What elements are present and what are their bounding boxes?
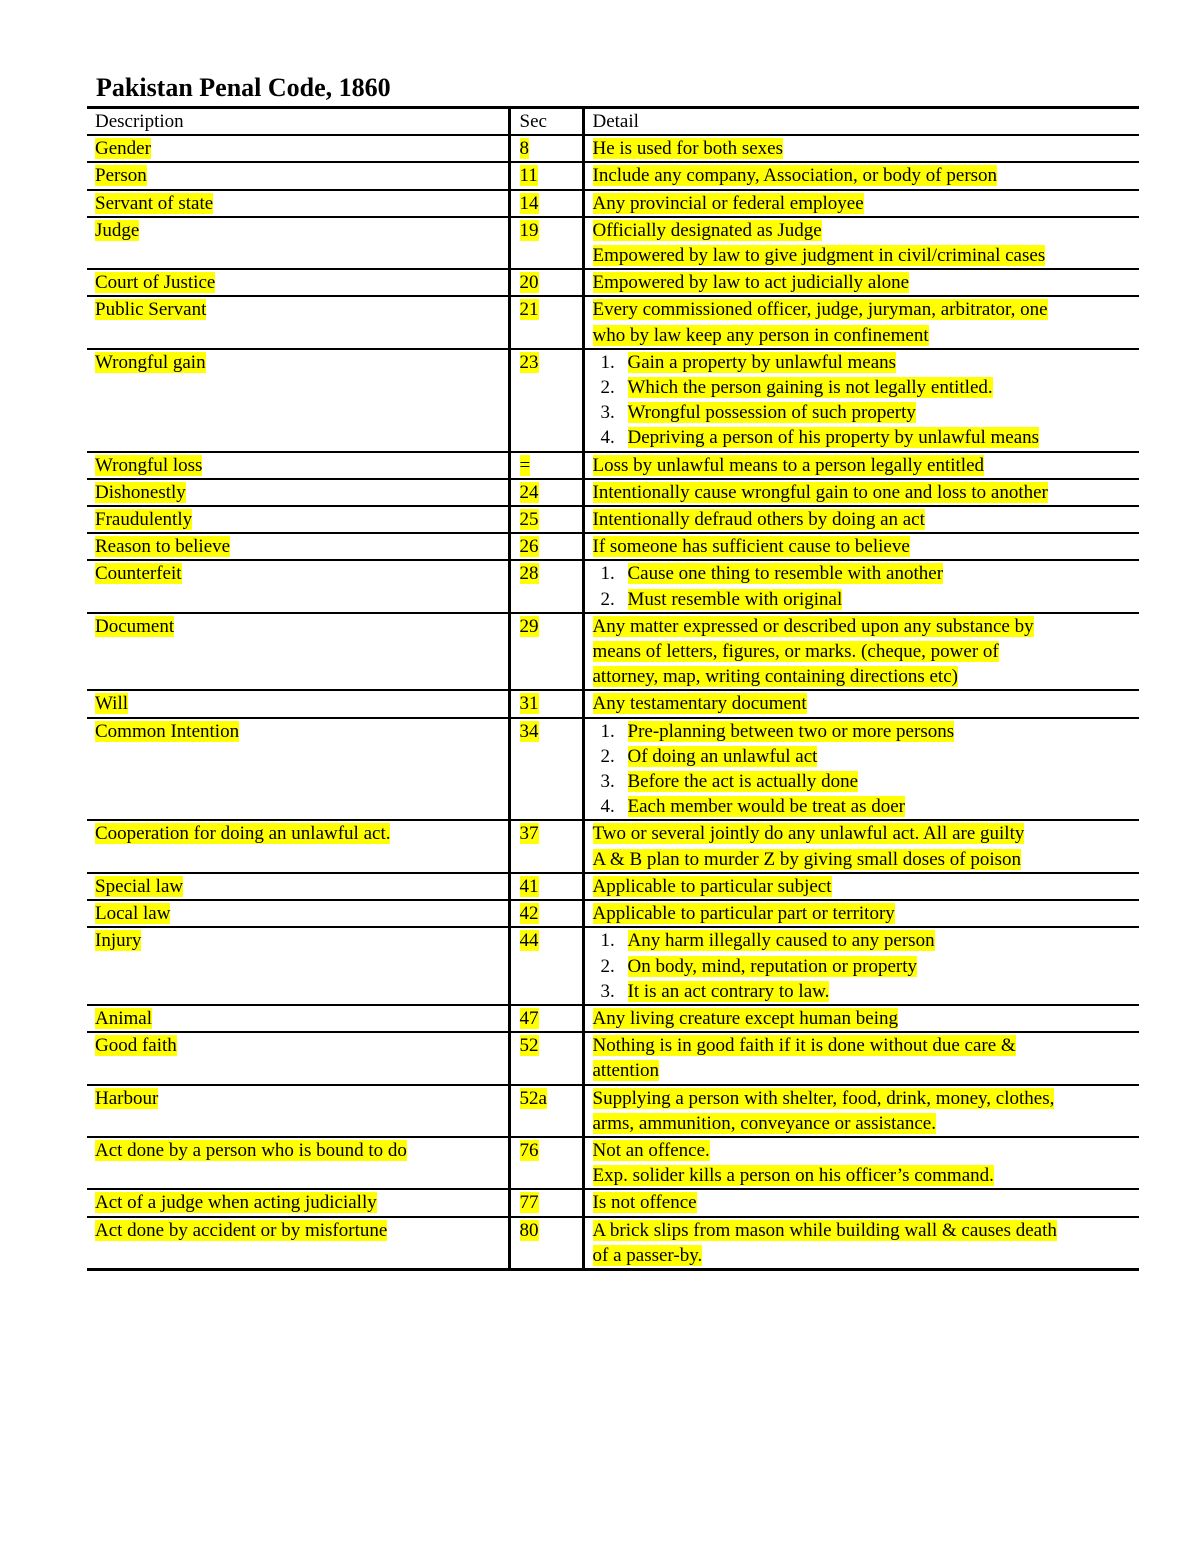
cell-description [87, 900, 509, 927]
cell-description [87, 927, 509, 1005]
description-text: Good faith [95, 1035, 177, 1057]
cell-detail [583, 217, 1139, 269]
detail-line [593, 1111, 1136, 1136]
detail-text: Applicable to particular part or territory [592, 903, 895, 925]
detail-line [593, 1033, 1136, 1058]
description-text: Reason to believe [95, 536, 231, 558]
detail-line [593, 901, 1136, 926]
sec-number: 20 [519, 272, 539, 294]
detail-text: Include any company, Association, or body of person [592, 165, 998, 187]
table-row [87, 533, 1139, 560]
detail-line [593, 614, 1136, 639]
detail-text: Any matter expressed or described upon any substance by [592, 615, 1034, 637]
list-number: 3. [600, 980, 615, 1002]
header-description: Description [87, 108, 509, 136]
detail-text: A brick slips from mason while building wall & causes death [592, 1219, 1057, 1241]
detail-text: Two or several jointly do any unlawful act. All are guilty [592, 823, 1025, 845]
list-number: 3. [600, 402, 615, 424]
sec-number: 29 [519, 615, 539, 637]
list-item-text: Of doing an unlawful act [627, 745, 818, 767]
cell-sec [509, 900, 583, 927]
sec-number: 76 [519, 1139, 539, 1161]
list-number: 1. [600, 563, 615, 585]
table-row [87, 506, 1139, 533]
cell-description [87, 718, 509, 821]
cell-description [87, 506, 509, 533]
cell-description [87, 135, 509, 162]
detail-line [593, 507, 1136, 532]
cell-description [87, 452, 509, 479]
cell-detail [583, 1005, 1139, 1032]
list-item-text: Gain a property by unlawful means [627, 351, 897, 373]
detail-line [593, 821, 1136, 846]
cell-description [87, 1032, 509, 1084]
page-title: Pakistan Penal Code, 1860 [96, 73, 391, 102]
description-text: Person [95, 165, 147, 187]
sec-number: 80 [519, 1219, 539, 1241]
cell-detail [583, 820, 1139, 872]
detail-line [593, 639, 1136, 664]
cell-sec [509, 1085, 583, 1137]
sec-number: 77 [519, 1192, 539, 1214]
table-row [87, 873, 1139, 900]
sec-number: 24 [519, 481, 539, 503]
detail-text: Intentionally defraud others by doing an act [592, 509, 925, 531]
detail-list-item [593, 744, 1136, 769]
sec-number: 47 [519, 1007, 539, 1029]
cell-sec [509, 506, 583, 533]
detail-text: arms, ammunition, conveyance or assistance. [592, 1112, 936, 1134]
cell-description [87, 1137, 509, 1189]
sec-number: 8 [519, 138, 529, 160]
cell-description [87, 1217, 509, 1270]
list-number: 1. [600, 930, 615, 952]
cell-detail [583, 1189, 1139, 1216]
detail-text: Applicable to particular subject [592, 875, 832, 897]
table-row [87, 190, 1139, 217]
detail-text: Any living creature except human being [592, 1007, 898, 1029]
table-row [87, 1085, 1139, 1137]
cell-sec [509, 1005, 583, 1032]
cell-detail [583, 162, 1139, 189]
cell-description [87, 690, 509, 717]
detail-list-item [593, 794, 1136, 819]
cell-sec [509, 135, 583, 162]
cell-sec [509, 162, 583, 189]
cell-detail [583, 269, 1139, 296]
list-item-text: Depriving a person of his property by unlawful means [627, 427, 1040, 449]
sec-number: 19 [519, 219, 539, 241]
sec-number: 42 [519, 903, 539, 925]
detail-text: attorney, map, writing containing directions etc) [592, 666, 958, 688]
list-number: 1. [600, 720, 615, 742]
cell-sec [509, 718, 583, 821]
detail-list-item [593, 350, 1136, 375]
detail-line [593, 297, 1136, 322]
table-row [87, 296, 1139, 348]
detail-line [593, 136, 1136, 161]
description-text: Act done by accident or by misfortune [95, 1219, 388, 1241]
sec-number: 28 [519, 563, 539, 585]
description-text: Act done by a person who is bound to do [95, 1139, 407, 1161]
cell-detail [583, 873, 1139, 900]
cell-description [87, 1189, 509, 1216]
table-row [87, 452, 1139, 479]
list-item-text: Which the person gaining is not legally entitled. [627, 377, 993, 399]
description-text: Harbour [95, 1087, 159, 1109]
sec-number: 26 [519, 536, 539, 558]
detail-line [593, 243, 1136, 268]
detail-list-item [593, 561, 1136, 586]
list-item-text: On body, mind, reputation or property [627, 955, 918, 977]
description-text: Public Servant [95, 299, 207, 321]
cell-detail [583, 690, 1139, 717]
sec-number: 11 [519, 165, 538, 187]
table-row [87, 217, 1139, 269]
cell-sec [509, 820, 583, 872]
cell-detail [583, 506, 1139, 533]
cell-detail [583, 190, 1139, 217]
cell-description [87, 1005, 509, 1032]
description-text: Act of a judge when acting judicially [95, 1192, 377, 1214]
description-text: Document [95, 615, 175, 637]
sec-number: 14 [519, 192, 539, 214]
header-sec: Sec [509, 108, 583, 136]
cell-detail [583, 135, 1139, 162]
sec-number: 25 [519, 509, 539, 531]
list-item-text: It is an act contrary to law. [627, 980, 830, 1002]
description-text: Wrongful loss [95, 454, 203, 476]
detail-text: Intentionally cause wrongful gain to one and loss to another [592, 481, 1048, 503]
description-text: Injury [95, 930, 142, 952]
detail-list [593, 350, 1136, 451]
cell-detail [583, 1032, 1139, 1084]
cell-description [87, 613, 509, 691]
detail-line [593, 534, 1136, 559]
penal-code-table [87, 106, 1139, 1271]
cell-description [87, 533, 509, 560]
description-text: Dishonestly [95, 481, 186, 503]
description-text: Local law [95, 903, 171, 925]
detail-line [593, 191, 1136, 216]
cell-detail [583, 296, 1139, 348]
cell-sec [509, 296, 583, 348]
detail-list-item [593, 769, 1136, 794]
detail-text: Empowered by law to give judgment in civil/criminal cases [592, 245, 1046, 267]
description-text: Wrongful gain [95, 351, 206, 373]
list-number: 4. [600, 796, 615, 818]
detail-text: Loss by unlawful means to a person legally entitled [592, 454, 985, 476]
sec-number: = [519, 454, 531, 476]
sec-number: 37 [519, 823, 539, 845]
list-number: 2. [600, 745, 615, 767]
detail-line [593, 163, 1136, 188]
cell-sec [509, 690, 583, 717]
detail-line [593, 453, 1136, 478]
table-row [87, 1217, 1139, 1270]
detail-text: If someone has sufficient cause to believe [592, 536, 910, 558]
cell-sec [509, 613, 583, 691]
cell-description [87, 162, 509, 189]
detail-list-item [593, 979, 1136, 1004]
table-row [87, 1189, 1139, 1216]
cell-sec [509, 269, 583, 296]
detail-list-item [593, 954, 1136, 979]
detail-line [593, 847, 1136, 872]
cell-detail [583, 1137, 1139, 1189]
description-text: Judge [95, 219, 140, 241]
detail-line [593, 1058, 1136, 1083]
detail-text: who by law keep any person in confinement [592, 324, 929, 346]
list-number: 4. [600, 427, 615, 449]
sec-number: 44 [519, 930, 539, 952]
detail-list-item [593, 425, 1136, 450]
table-row [87, 718, 1139, 821]
table-row [87, 900, 1139, 927]
detail-line [593, 664, 1136, 689]
description-text: Will [95, 693, 129, 715]
cell-description [87, 479, 509, 506]
header-detail: Detail [583, 108, 1139, 136]
description-text: Counterfeit [95, 563, 182, 585]
detail-list-item [593, 375, 1136, 400]
cell-detail [583, 1217, 1139, 1270]
description-text: Cooperation for doing an unlawful act. [95, 823, 391, 845]
detail-line [593, 1138, 1136, 1163]
table-row [87, 135, 1139, 162]
cell-detail [583, 900, 1139, 927]
detail-line [593, 323, 1136, 348]
detail-line [593, 1006, 1136, 1031]
detail-text: Empowered by law to act judicially alone [592, 272, 910, 294]
detail-text: Not an offence. [592, 1139, 710, 1161]
cell-sec [509, 560, 583, 612]
cell-detail [583, 1085, 1139, 1137]
detail-text: A & B plan to murder Z by giving small doses of poison [592, 848, 1022, 870]
cell-sec [509, 1137, 583, 1189]
cell-detail [583, 718, 1139, 821]
detail-text: of a passer-by. [592, 1244, 703, 1266]
table-row [87, 1137, 1139, 1189]
detail-text: Is not offence [592, 1192, 697, 1214]
cell-description [87, 560, 509, 612]
cell-description [87, 217, 509, 269]
description-text: Servant of state [95, 192, 214, 214]
table-row [87, 560, 1139, 612]
detail-list-item [593, 719, 1136, 744]
cell-detail [583, 927, 1139, 1005]
cell-detail [583, 560, 1139, 612]
detail-text: Supplying a person with shelter, food, drink, money, clothes, [592, 1087, 1055, 1109]
detail-line [593, 1243, 1136, 1268]
cell-description [87, 873, 509, 900]
detail-list [593, 719, 1136, 820]
cell-sec [509, 1217, 583, 1270]
cell-description [87, 190, 509, 217]
cell-sec [509, 873, 583, 900]
detail-text: Every commissioned officer, judge, juryman, arbitrator, one [592, 299, 1048, 321]
list-item-text: Cause one thing to resemble with another [627, 563, 944, 585]
table-row [87, 1032, 1139, 1084]
cell-sec [509, 217, 583, 269]
table-row [87, 820, 1139, 872]
detail-line [593, 218, 1136, 243]
cell-detail [583, 479, 1139, 506]
sec-number: 21 [519, 299, 539, 321]
cell-description [87, 820, 509, 872]
table-row [87, 927, 1139, 1005]
sec-number: 52a [519, 1087, 547, 1109]
table-row [87, 349, 1139, 452]
table-row [87, 1005, 1139, 1032]
detail-line [593, 1218, 1136, 1243]
detail-text: Officially designated as Judge [592, 219, 822, 241]
cell-sec [509, 533, 583, 560]
detail-text: Nothing is in good faith if it is done without due care & [592, 1035, 1016, 1057]
detail-line [593, 1086, 1136, 1111]
sec-number: 52 [519, 1035, 539, 1057]
sec-number: 23 [519, 351, 539, 373]
table-row [87, 269, 1139, 296]
cell-detail [583, 533, 1139, 560]
table-header-row [87, 108, 1139, 136]
detail-text: Any testamentary document [592, 693, 807, 715]
cell-sec [509, 927, 583, 1005]
detail-list-item [593, 400, 1136, 425]
list-number: 2. [600, 377, 615, 399]
description-text: Special law [95, 875, 184, 897]
cell-sec [509, 1189, 583, 1216]
cell-detail [583, 613, 1139, 691]
list-number: 3. [600, 771, 615, 793]
detail-list-item [593, 928, 1136, 953]
detail-text: He is used for both sexes [592, 138, 783, 160]
description-text: Common Intention [95, 720, 240, 742]
sec-number: 31 [519, 693, 539, 715]
detail-line [593, 270, 1136, 295]
cell-detail [583, 349, 1139, 452]
sec-number: 41 [519, 875, 539, 897]
description-text: Gender [95, 138, 151, 160]
list-item-text: Any harm illegally caused to any person [627, 930, 935, 952]
detail-text: Any provincial or federal employee [592, 192, 864, 214]
cell-sec [509, 349, 583, 452]
cell-description [87, 1085, 509, 1137]
description-text: Fraudulently [95, 509, 193, 531]
table-row [87, 690, 1139, 717]
detail-line [593, 1190, 1136, 1215]
cell-description [87, 296, 509, 348]
list-item-text: Must resemble with original [627, 588, 843, 610]
list-item-text: Pre-planning between two or more persons [627, 720, 955, 742]
list-number: 2. [600, 588, 615, 610]
table-row [87, 613, 1139, 691]
list-item-text: Each member would be treat as doer [627, 796, 905, 818]
cell-sec [509, 452, 583, 479]
table-row [87, 162, 1139, 189]
detail-line [593, 480, 1136, 505]
detail-text: attention [592, 1060, 659, 1082]
detail-line [593, 874, 1136, 899]
detail-text: Exp. solider kills a person on his officer’s command. [592, 1165, 994, 1187]
description-text: Animal [95, 1007, 152, 1029]
detail-list [593, 561, 1136, 611]
detail-list-item [593, 587, 1136, 612]
cell-description [87, 269, 509, 296]
cell-sec [509, 190, 583, 217]
list-item-text: Wrongful possession of such property [627, 402, 916, 424]
detail-list [593, 928, 1136, 1004]
detail-line [593, 691, 1136, 716]
cell-sec [509, 1032, 583, 1084]
description-text: Court of Justice [95, 272, 216, 294]
list-number: 2. [600, 955, 615, 977]
list-number: 1. [600, 351, 615, 373]
cell-description [87, 349, 509, 452]
list-item-text: Before the act is actually done [627, 771, 859, 793]
detail-line [593, 1163, 1136, 1188]
cell-sec [509, 479, 583, 506]
detail-text: means of letters, figures, or marks. (cheque, power of [592, 641, 999, 663]
cell-detail [583, 452, 1139, 479]
table-row [87, 479, 1139, 506]
sec-number: 34 [519, 720, 539, 742]
